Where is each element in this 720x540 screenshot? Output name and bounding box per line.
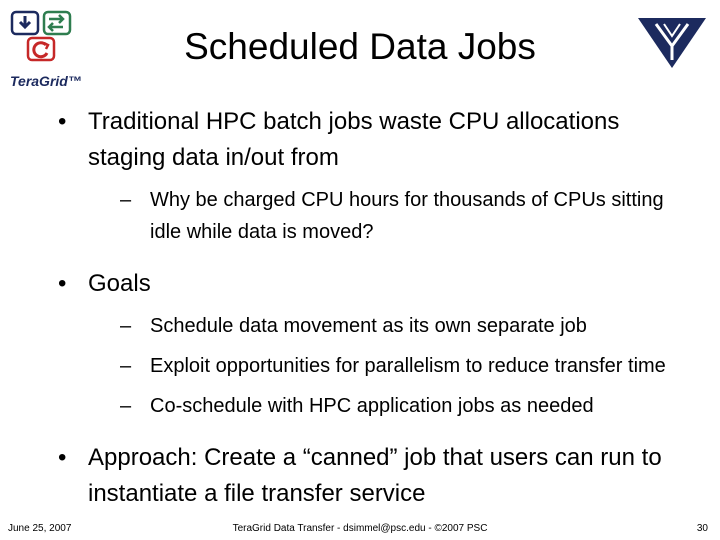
- sub-bullet-point: [120, 184, 698, 248]
- dash-icon: –: [120, 395, 132, 417]
- sub-bullet-text: Co-schedule with HPC application jobs as needed: [150, 395, 594, 417]
- dash-icon: –: [120, 189, 132, 211]
- slide-body: [58, 104, 698, 520]
- sub-bullet-point: [120, 310, 698, 342]
- bullet-point: [58, 440, 698, 512]
- bullet-icon: •: [58, 444, 67, 471]
- bullet-text: Goals: [88, 270, 151, 297]
- sub-bullet-text: Why be charged CPU hours for thousands of CPUs sitting idle while data is moved?: [150, 189, 664, 243]
- footer-credit: TeraGrid Data Transfer - dsimmel@psc.edu - ©2007 PSC: [232, 523, 488, 534]
- bullet-point: [58, 266, 698, 302]
- sub-bullet-text: Exploit opportunities for parallelism to reduce transfer time: [150, 355, 666, 377]
- sub-bullet-point: [120, 350, 698, 382]
- bullet-text: Traditional HPC batch jobs waste CPU allocations staging data in/out from: [88, 108, 620, 171]
- page-number: 30: [696, 523, 708, 534]
- dash-icon: –: [120, 355, 132, 377]
- bullet-text: Approach: Create a “canned” job that users can run to instantiate a file transfer service: [88, 444, 662, 507]
- bullet-icon: •: [58, 108, 67, 135]
- bullet-point: [58, 104, 698, 176]
- dash-icon: –: [120, 315, 132, 337]
- sub-bullet-point: [120, 390, 698, 422]
- bullet-icon: •: [58, 270, 67, 297]
- slide-title: Scheduled Data Jobs: [184, 26, 536, 67]
- footer-date: June 25, 2007: [8, 523, 72, 534]
- teragrid-logo-text: TeraGrid™: [10, 73, 82, 89]
- sub-bullet-text: Schedule data movement as its own separate job: [150, 315, 587, 337]
